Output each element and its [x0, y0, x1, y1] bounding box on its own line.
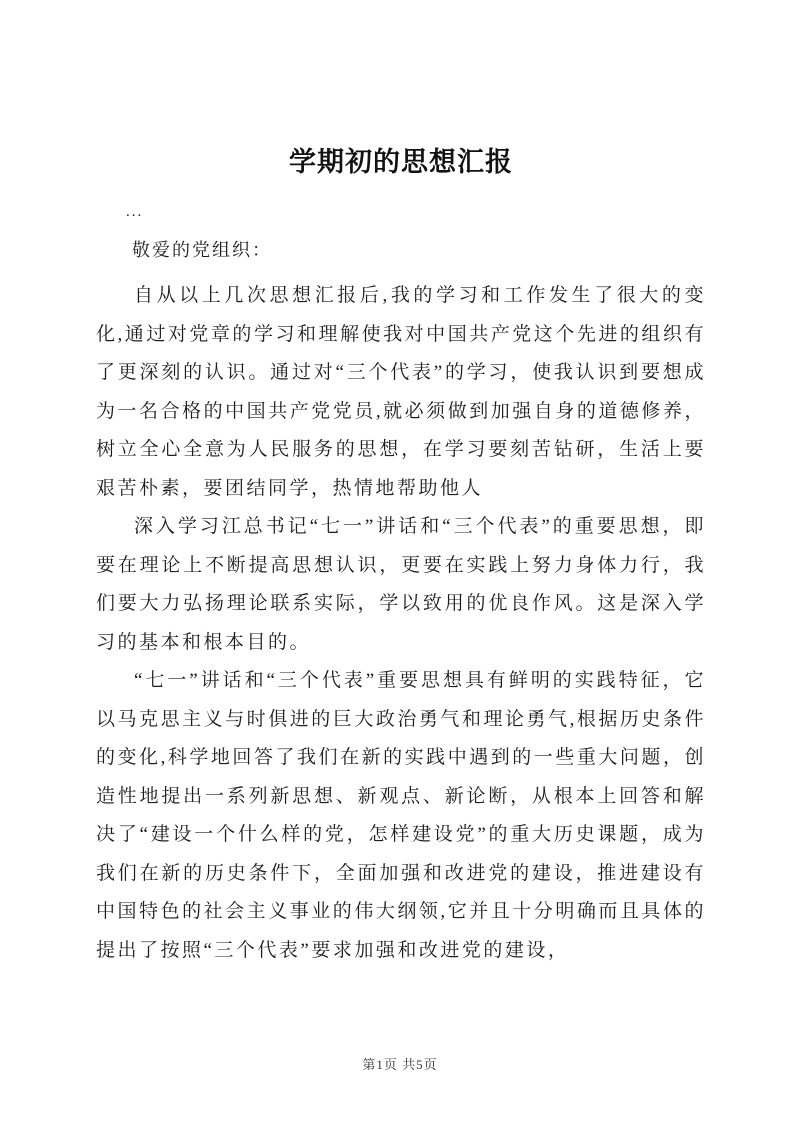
paragraph-2: 深入学习江总书记“七一”讲话和“三个代表”的重要思想，即要在理论上不断提高思想认识，更要在实践上努力身体力行，我们要大力弘扬理论联系实际，学以致用的优良作风。这是深入学习的基本和根本目的。 [96, 516, 706, 653]
paragraph-3: “七一”讲话和“三个代表”重要思想具有鲜明的实践特征，它以马克思主义与时俱进的巨大政治勇气和理论勇气,根据历史条件的变化,科学地回答了我们在新的实践中遇到的一些重大问题，创造性地提出一系列新思想、新观点、新论断，从根本上回答和解决了“建设一个什么样的党，怎样建设党”的重大历史课题，成为我们在新的历史条件下，全面加强和改进党的建设，推进建设有中国特色的社会主义事业的伟大纲领,它并且十分明确而且具体的提出了按照“三个代表”要求加强和改进党的建设， [96, 670, 706, 961]
salutation-line: 敬爱的党组织： [132, 240, 272, 260]
page-number-indicator: 第1页 共5页 [362, 1057, 438, 1072]
paragraph-1: 自从以上几次思想汇报后,我的学习和工作发生了很大的变化,通过对党章的学习和理解使我对中国共产党这个先进的组织有了更深刻的认识。通过对“三个代表”的学习，使我认识到要想成为一名合格的中国共产党党员,就必须做到加强自身的道德修养，树立全心全意为人民服务的思想，在学习要刻苦钻研，生活上要艰苦朴素，要团结同学，热情地帮助他人 [96, 285, 706, 499]
document-body [96, 140, 706, 970]
ellipsis-line: ... [126, 204, 144, 220]
document-title: 学期初的思想汇报 [289, 147, 513, 177]
page-footer [0, 1054, 800, 1073]
